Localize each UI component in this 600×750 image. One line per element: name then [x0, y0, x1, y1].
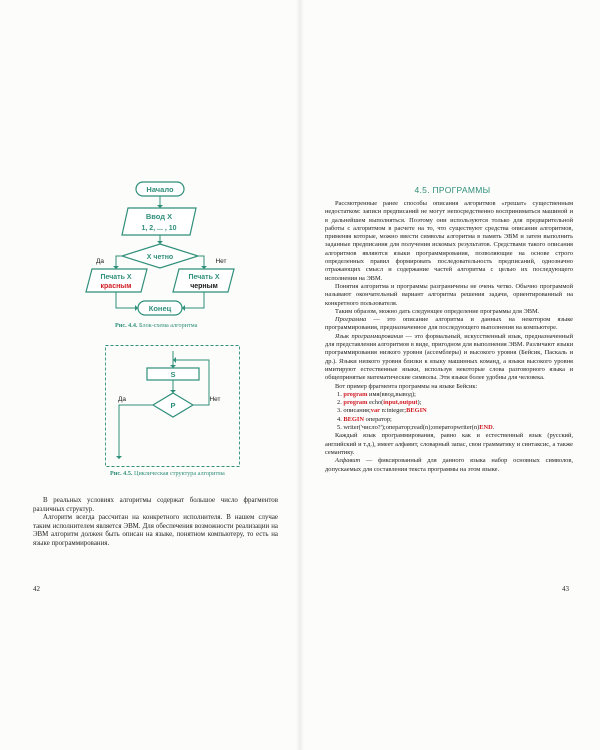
definition-program [325, 316, 573, 333]
term-alphabet: Алфавит [335, 457, 361, 465]
start-label: Начало [146, 185, 174, 194]
section-heading: 4.5. ПРОГРАММЫ [414, 185, 491, 195]
line-number: 2. [337, 399, 342, 407]
figure-4-4-caption-number: Рис. 4.4. [115, 322, 138, 329]
code-text: ); [417, 399, 422, 407]
keyword: program [343, 390, 368, 398]
line-number: 5. [337, 424, 342, 432]
paragraph: Таким образом, можно дать следующее определение программы для ЭВМ. [335, 307, 540, 315]
term-language: Язык программирования [335, 332, 403, 340]
paragraph: В реальных условиях алгоритмы содержат большое число фрагментов различных структур. [33, 497, 278, 513]
keyword: BEGIN [406, 407, 427, 415]
keyword: input,output [383, 399, 418, 407]
paragraph: Понятия алгоритма и программы разграничены не очень четко. Обычно программой называют окончательный вариант алгоритма решения задачи, ориентированный на конкретного пользователя. [325, 282, 573, 307]
code-line-5 [325, 424, 573, 432]
code-line-3 [325, 407, 573, 415]
definition-alphabet [325, 457, 573, 474]
definition-text: — это формальный, искусственный язык, предназначенный для представления алгоритмов в виде, пригодном для выполнения ЭВМ. Различают языки программирования низкого уровня (ассемблеры) и высокого уровня (Бейсик, Паскаль и др.). Языки низкого уровня близки к языку машинных команд, а языки высокого уровня имитируют естественные языки, используя некоторые слова разговорного языка и общепринятые математические символы. Эти языки более удобны для человека. [325, 332, 573, 382]
code-text: echo( [369, 399, 384, 407]
line-number: 1. [337, 390, 342, 398]
page-number-left: 42 [33, 585, 40, 593]
right-page-text [325, 200, 573, 474]
right-output-label-1: Печать X [188, 274, 220, 281]
keyword: program [343, 399, 368, 407]
keyword: BEGIN [343, 415, 365, 423]
keyword: END [479, 424, 493, 432]
figure-4-4-caption [115, 322, 197, 329]
loop-no-label: Нет [209, 396, 221, 403]
input-label-1: Ввод X [145, 212, 173, 221]
end-label: Конец [148, 304, 172, 313]
definition-text: — это описание алгоритма и данных на некотором языке программирования, предназначенное для последующего выполнения на компьютере. [325, 316, 573, 332]
code-line-4 [325, 416, 573, 424]
block-s-label: S [170, 370, 176, 379]
condition-p-label: P [170, 401, 176, 410]
code-text: writer('число?');оператор;read(n);операторwriter(n) [343, 424, 480, 432]
definition-text: — фиксированный для данного языка набор основных символов, допускаемых для составления текста программы на этом языке. [325, 457, 573, 473]
code-text: имя(ввод,вывод); [369, 390, 416, 398]
line-number: 4. [337, 415, 342, 423]
left-output-label-1: Печать X [100, 274, 132, 281]
flowchart-figure-4-5 [105, 345, 240, 467]
definition-language [325, 333, 573, 383]
paragraph: Вот пример фрагмента программы на языке Бейсик: [335, 382, 478, 390]
no-label: Нет [215, 258, 227, 265]
keyword: var [370, 407, 380, 415]
left-page-text [33, 497, 278, 549]
book-gutter [296, 0, 304, 750]
code-text: оператор; [365, 415, 392, 423]
term-program: Программа [335, 316, 367, 324]
right-output-label-2: черным [190, 283, 218, 290]
paragraph: Алгоритм всегда рассчитан на конкретного исполнителя. В нашем случае таким исполнителем является ЭВМ. Для обеспечения возможности реализации на ЭВМ алгоритм должен быть описан на языке, понятном компьютеру, то есть на языке программирования. [33, 514, 278, 547]
figure-4-5-caption [110, 470, 225, 477]
page-number-right: 43 [562, 585, 569, 593]
code-text: n:integer; [381, 407, 407, 415]
input-label-2: 1, 2, ... , 10 [141, 225, 177, 232]
paragraph: Рассмотренные ранее способы описания алгоритмов «грешат» существенным недостатком: записи предписаний не могут непосредственно восприниматься машиной и в дальнейшем выполняться. Поэтому они используются только для предварительной работы с алгоритмом в расчете на то, что существуют средства описания алгоритмов, применяя которые, можно ввести символы алгоритма в память ЭВМ и затем выполнить заданные предписания для получения искомых результатов. Средствами такого описания алгоритмов являются языки программирования, позволяющие на основе строго определенных правил формировать последовательность предписаний, однозначно отражающих смысл и содержание частей алгоритма с целью их последующего исполнения на ЭВМ. [325, 200, 573, 282]
left-output-label-2: красным [100, 283, 132, 290]
code-text: . [492, 424, 495, 432]
figure-4-5-caption-number: Рис. 4.5. [110, 470, 133, 477]
code-line-2 [325, 399, 573, 407]
flowchart-figure-4-4 [80, 180, 240, 320]
condition-label: X четно [146, 254, 174, 261]
figure-4-5-caption-text: Циклическая структура алгоритма [134, 470, 225, 477]
paragraph: Каждый язык программирования, равно как и естественный язык (русский, английский и т.д.), имеет алфавит, словарный запас, свои грамматику и синтаксис, а также семантику. [325, 432, 573, 456]
figure-4-4-caption-text: Блок-схема алгоритма [139, 322, 198, 329]
yes-label: Да [95, 258, 105, 265]
code-line-1 [325, 391, 573, 399]
loop-yes-label: Да [117, 396, 127, 403]
code-text: описания; [343, 407, 371, 415]
line-number: 3. [337, 407, 342, 415]
